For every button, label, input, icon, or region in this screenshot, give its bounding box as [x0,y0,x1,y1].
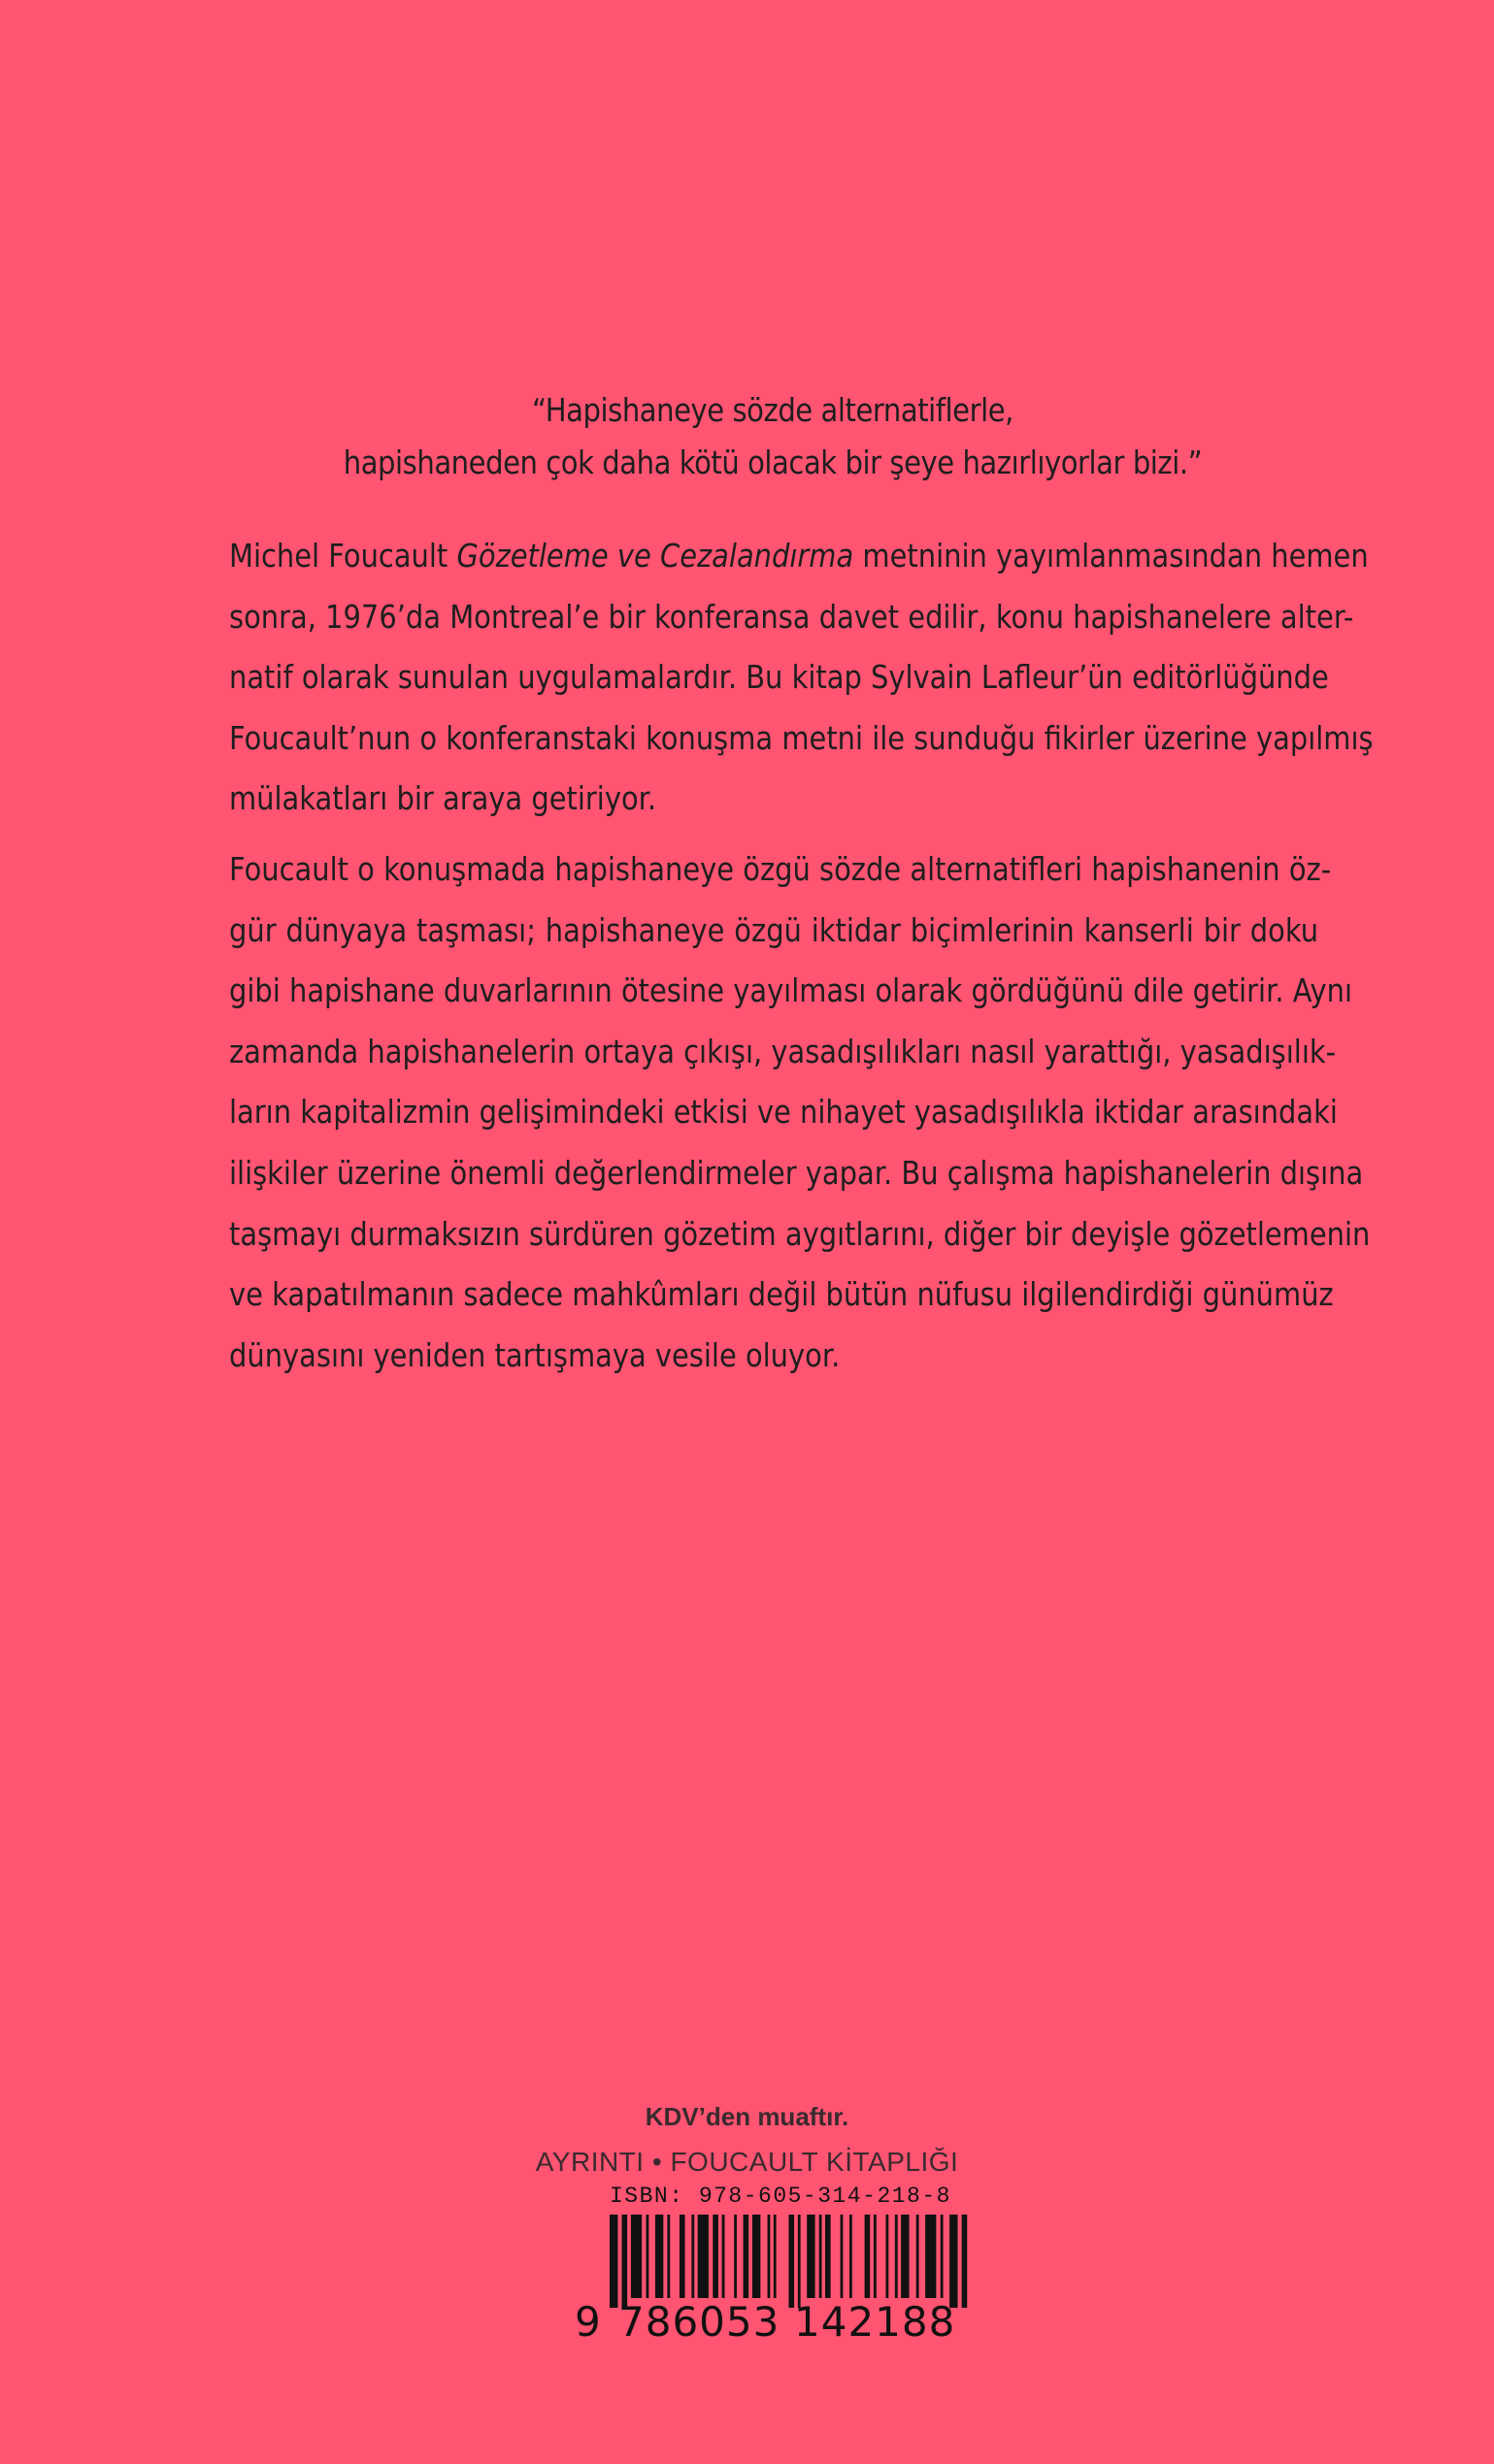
blurb-line: dünyasını yeniden tartışmaya vesile oluyor. [229,1335,841,1374]
barcode-bar [925,2215,936,2298]
barcode-bar [655,2215,663,2298]
barcode-bar [895,2215,898,2298]
barcode-bar [949,2215,957,2308]
barcode-bar [874,2215,877,2298]
blurb-line: zamanda hapishanelerin ortaya çıkışı, yasadışılıkları nasıl yarattığı, yasadışılık- [229,1032,1337,1070]
barcode-bar [680,2215,685,2298]
blurb-line: ların kapitalizmin gelişimindeki etkisi ve nihayet yasadışılıkla iktidar arasındaki [229,1093,1338,1132]
barcode-bar [819,2215,822,2298]
barcode-bar [622,2215,628,2308]
barcode-bar [768,2215,771,2298]
barcode-bar [941,2215,944,2298]
barcode-digits-left: 786053 [618,2298,780,2346]
blurb-line: gibi hapishane duvarlarının ötesine yayılması olarak gördüğünü dile getirir. Aynı [229,971,1353,1010]
barcode-bar [962,2215,968,2308]
barcode-bar [722,2215,725,2298]
barcode-bar [774,2215,777,2298]
blurb-line: ve kapatılmanın sadece mahkûmları değil bütün nüfusu ilgilendirdiği günümüz [229,1275,1334,1314]
blurb-paragraph-2 [229,839,1371,1386]
barcode-bar [698,2215,709,2298]
blurb-line [229,526,1369,587]
blurb-text: metninin yayımlanmasından hemen [853,537,1369,575]
blurb-line: mülakatları bir araya getiriyor. [229,779,657,818]
barcode-bar [667,2215,670,2298]
blurb-text: Michel Foucault [229,537,457,575]
cover-quote [294,384,1251,489]
barcode-bar [916,2215,919,2298]
barcode-bar [901,2215,909,2298]
tax-note: KDV’den muaftır. [645,2102,849,2131]
barcode-digit-lead: 9 [575,2298,601,2346]
book-title-italic: Gözetleme ve Cezalandırma [456,537,854,575]
quote-line-1: “Hapishaneye sözde alternatiflerle, [532,391,1013,429]
barcode-bar [610,2215,617,2308]
barcode-bar [647,2215,649,2298]
blurb-line: taşmayı durmaksızın sürdüren gözetim aygıtlarını, diğer bir deyişle gözetlemenin [229,1214,1371,1253]
blurb [229,526,1374,1386]
blurb-line: ilişkiler üzerine önemli değerlendirmeler yapar. Bu çalışma hapishanelerin dışına [229,1153,1364,1192]
barcode-bar [807,2215,814,2298]
barcode-bar [865,2215,871,2298]
publisher-series: AYRINTI • FOUCAULT KİTAPLIĞI [535,2147,959,2177]
blurb-line: Foucault’nun o konferanstaki konuşma metni ile sunduğu fikirler üzerine yapılmış [229,718,1374,757]
blurb-paragraph-1 [229,526,1374,830]
barcode-bar [849,2215,852,2298]
isbn-label: ISBN: 978-605-314-218-8 [610,2184,951,2209]
barcode-bar [744,2215,749,2298]
quote-line-2: hapishaneden çok daha kötü olacak bir şeye hazırlıyorlar bizi.” [343,444,1203,481]
barcode-bar [841,2215,844,2298]
blurb-line: Foucault o konuşmada hapishaneye özgü sözde alternatifleri hapishanenin öz- [229,849,1332,888]
barcode-bar [631,2215,642,2298]
barcode-icon [610,2215,971,2308]
blurb-line: gür dünyaya taşması; hapishaneye özgü iktidar biçimlerinin kanserli bir doku [229,910,1319,949]
barcode-bar [798,2215,801,2308]
barcode-bar [691,2215,694,2298]
barcode-bar [885,2215,888,2298]
barcode-bar [752,2215,760,2298]
barcode-bar [734,2215,737,2298]
barcode-bar [713,2215,718,2298]
blurb-line: sonra, 1976’da Montreal’e bir konferansa davet edilir, konu hapishanelere alter- [229,597,1354,636]
barcode-bar [825,2215,831,2298]
barcode-digits-right: 142188 [794,2298,956,2346]
barcode-bar [788,2215,794,2308]
blurb-line: natif olarak sunulan uygulamalardır. Bu kitap Sylvain Lafleur’ün editörlüğünde [229,658,1329,697]
